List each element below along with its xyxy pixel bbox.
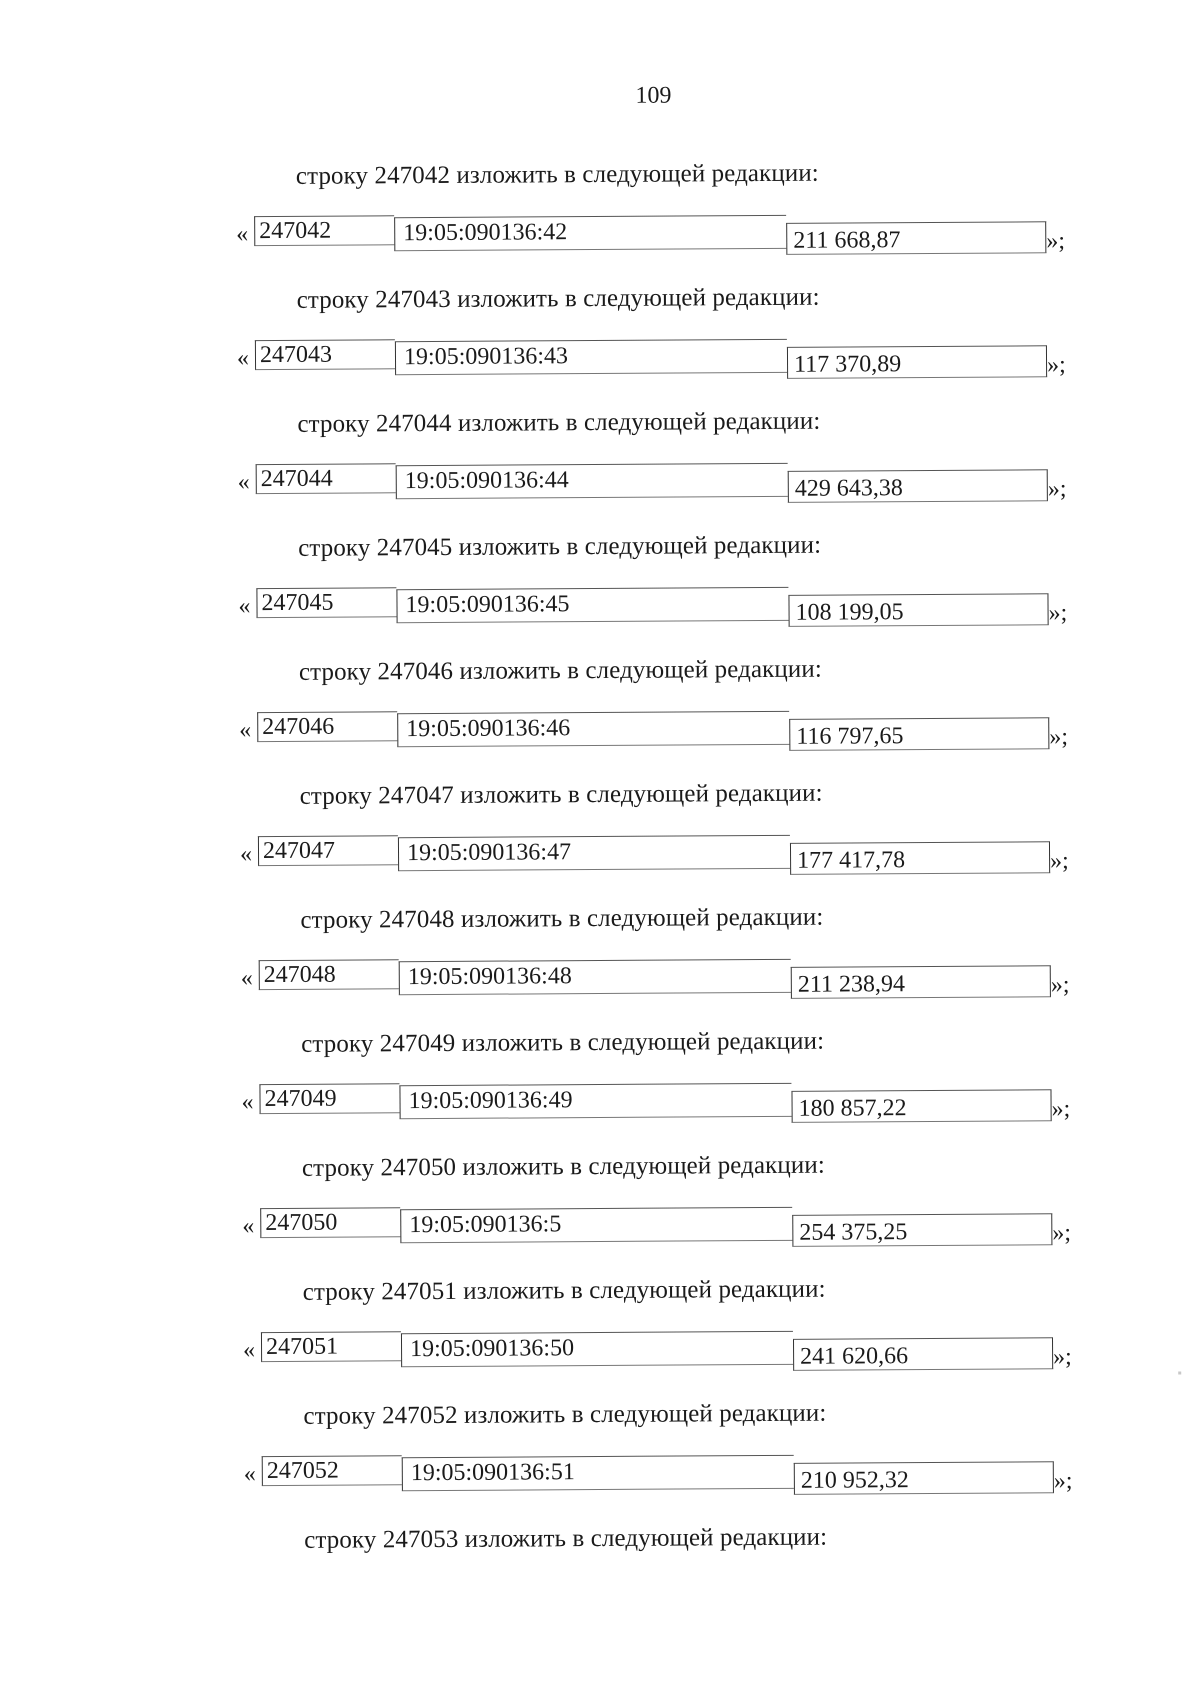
open-quote: « <box>237 469 250 496</box>
entry-block <box>0 528 1199 659</box>
close-quote: »; <box>1047 476 1067 503</box>
instruction-text: строку 247046 изложить в следующей редакции: <box>298 655 822 686</box>
entry-block <box>4 1520 1200 1651</box>
table-row <box>242 1203 1102 1250</box>
instruction-text: строку 247051 изложить в следующей редакции: <box>302 1275 826 1306</box>
value-cell: 116 797,65 <box>789 717 1049 751</box>
instruction-text: строку 247044 изложить в следующей редакции: <box>297 407 821 438</box>
row-code-cell: 247043 <box>255 339 395 370</box>
entry-block <box>0 652 1200 783</box>
value-cell: 211 238,94 <box>791 965 1051 999</box>
cadastral-number-cell: 19:05:090136:50 <box>401 1331 793 1367</box>
row-code-cell: 247045 <box>256 587 396 618</box>
open-quote: « <box>238 593 251 620</box>
close-quote: »; <box>1050 972 1070 999</box>
open-quote: « <box>236 221 249 248</box>
value-cell: 211 668,87 <box>786 221 1046 255</box>
instruction-text: строку 247052 изложить в следующей редакции: <box>303 1399 827 1430</box>
entry-block <box>0 280 1197 411</box>
row-code-cell: 247044 <box>256 463 396 494</box>
open-quote: « <box>242 1337 256 1364</box>
table-row <box>241 955 1101 1002</box>
close-quote: »; <box>1049 724 1069 751</box>
open-quote: « <box>240 965 253 992</box>
value-cell: 177 417,78 <box>790 841 1050 875</box>
instruction-text: строку 247045 изложить в следующей редакции: <box>298 531 822 562</box>
instruction-text: строку 247048 изложить в следующей редакции: <box>300 903 824 934</box>
row-code-cell: 247051 <box>261 1331 401 1362</box>
cadastral-number-cell: 19:05:090136:45 <box>396 587 788 623</box>
row-code-cell: 247046 <box>257 711 397 742</box>
row-code-cell: 247048 <box>259 959 399 990</box>
close-quote: »; <box>1046 352 1066 379</box>
instruction-text: строку 247050 изложить в следующей редакции: <box>301 1151 825 1182</box>
entry-block <box>1 1024 1200 1155</box>
close-quote: »; <box>1050 848 1069 875</box>
table-row <box>237 335 1097 382</box>
page-number: 109 <box>635 82 672 109</box>
cadastral-number-cell: 19:05:090136:48 <box>399 959 791 995</box>
entry-block <box>0 900 1200 1031</box>
cadastral-number-cell: 19:05:090136:51 <box>402 1455 794 1491</box>
open-quote: « <box>236 345 250 372</box>
entry-block <box>2 1148 1200 1279</box>
table-row <box>236 211 1096 258</box>
close-quote: »; <box>1051 1096 1071 1123</box>
cadastral-number-cell: 19:05:090136:49 <box>399 1083 791 1119</box>
row-code-cell: 247052 <box>262 1455 402 1486</box>
value-cell: 210 952,32 <box>794 1461 1054 1495</box>
value-cell: 108 199,05 <box>788 593 1048 627</box>
close-quote: »; <box>1046 228 1066 255</box>
table-row <box>240 831 1100 878</box>
cadastral-number-cell: 19:05:090136:47 <box>398 835 790 871</box>
open-quote: « <box>242 1213 255 1240</box>
value-cell: 180 857,22 <box>791 1089 1051 1123</box>
cadastral-number-cell: 19:05:090136:46 <box>397 711 789 747</box>
table-row <box>239 707 1099 754</box>
row-code-cell: 247042 <box>254 215 394 246</box>
close-quote: »; <box>1053 1344 1072 1371</box>
table-row <box>244 1451 1104 1498</box>
instruction-text: строку 247042 изложить в следующей редакции: <box>295 159 819 190</box>
open-quote: « <box>239 717 252 744</box>
table-row <box>238 583 1098 630</box>
entry-block <box>3 1396 1200 1527</box>
row-code-cell: 247047 <box>258 835 398 866</box>
close-quote: »; <box>1052 1220 1072 1247</box>
table-row <box>243 1327 1103 1374</box>
instruction-text: строку 247053 изложить в следующей редакции: <box>304 1523 828 1554</box>
cadastral-number-cell: 19:05:090136:43 <box>395 339 787 375</box>
open-quote: « <box>241 1089 254 1116</box>
value-cell: 117 370,89 <box>787 345 1047 379</box>
value-cell: 254 375,25 <box>792 1213 1052 1247</box>
table-row <box>238 459 1098 506</box>
instruction-text: строку 247043 изложить в следующей редакции: <box>296 283 820 314</box>
open-quote: « <box>239 841 253 868</box>
entry-block <box>3 1272 1200 1403</box>
open-quote: « <box>243 1461 256 1488</box>
close-quote: »; <box>1048 600 1068 627</box>
entry-block <box>0 776 1200 907</box>
value-cell: 429 643,38 <box>788 469 1048 503</box>
scan-speck <box>1178 1371 1181 1374</box>
cadastral-number-cell: 19:05:090136:5 <box>400 1207 792 1243</box>
entry-block <box>0 404 1198 535</box>
close-quote: »; <box>1053 1468 1073 1495</box>
row-code-cell: 247049 <box>259 1083 399 1114</box>
table-row <box>241 1079 1101 1126</box>
cadastral-number-cell: 19:05:090136:44 <box>396 463 788 499</box>
instruction-text: строку 247049 изложить в следующей редакции: <box>301 1027 825 1058</box>
instruction-text: строку 247047 изложить в следующей редакции: <box>299 779 823 810</box>
value-cell: 241 620,66 <box>793 1337 1053 1371</box>
cadastral-number-cell: 19:05:090136:42 <box>394 215 786 251</box>
entry-block <box>0 156 1197 287</box>
row-code-cell: 247050 <box>260 1207 400 1238</box>
